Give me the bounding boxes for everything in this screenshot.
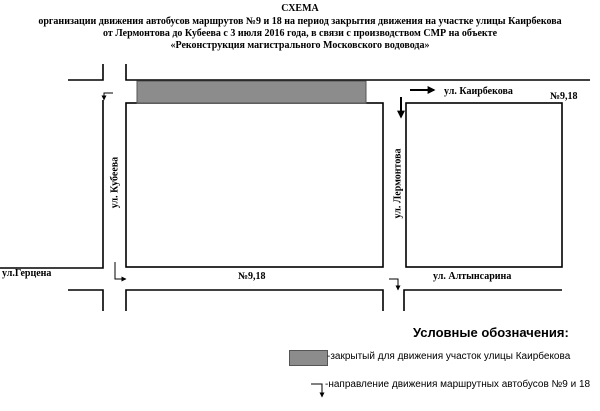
scheme-title: СХЕМА	[281, 3, 319, 14]
legend-title: Условные обозначения:	[413, 325, 569, 340]
street-label-kairbekova: ул. Каирбекова	[444, 86, 513, 97]
scheme-subtitle-line3: «Реконструкция магистрального Московского водовода»	[170, 40, 430, 51]
route-label-top-right: №9,18	[550, 91, 578, 102]
street-label-lermontova: ул. Лермонтова	[392, 148, 404, 219]
street-edge-south-east	[404, 290, 562, 311]
closed-road-section	[137, 81, 366, 103]
street-label-kubeeva: ул. Кубеева	[109, 156, 121, 209]
scheme-subtitle-line1: организации движения автобусов маршрутов №9 и 18 на период закрытия движения на участке улицы Каирбекова	[38, 16, 562, 27]
scheme-subtitle-line2: от Лермонтова до Кубеева с 3 июля 2016 года, в связи с производством СМР на объекте	[102, 28, 498, 39]
legend-closed-swatch	[289, 350, 328, 366]
route-arrow-kubeeva-bottom	[115, 262, 126, 279]
route-arrow-lermontova-bottom	[389, 279, 398, 290]
legend-direction-text: -направление движения маршрутных автобусов №9 и 18	[325, 379, 591, 390]
street-edge-kairbekova-north	[126, 64, 590, 80]
street-edge-south-middle	[126, 290, 383, 311]
block-east	[406, 103, 562, 267]
street-label-altynsarina: ул. Алтынсарина	[433, 271, 512, 282]
street-edge-gertsena-south	[68, 290, 103, 311]
legend-arrow-icon	[311, 384, 322, 397]
street-edge-nw	[68, 64, 103, 80]
street-label-gertsena: ул.Герцена	[2, 268, 52, 279]
street-edge-kubeeva-west	[0, 100, 103, 268]
route-arrow-kubeeva-top	[104, 93, 113, 100]
route-label-bottom-center: №9,18	[238, 271, 266, 282]
legend-closed-text: -закрытый для движения участок улицы Каирбекова	[327, 351, 571, 362]
block-central	[126, 103, 383, 267]
